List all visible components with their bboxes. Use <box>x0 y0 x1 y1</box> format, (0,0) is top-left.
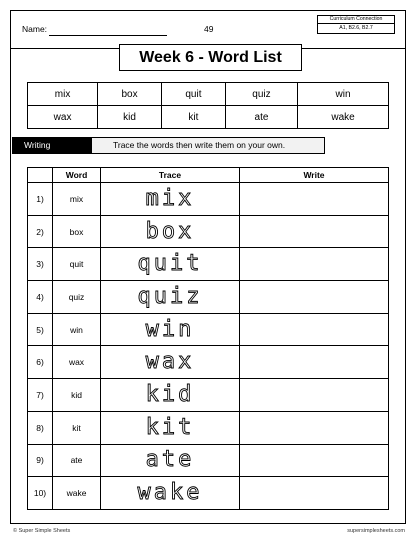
word-bank <box>27 82 389 129</box>
traceable-word: box <box>145 218 195 244</box>
write-cell[interactable] <box>240 183 389 216</box>
row-word: quiz <box>53 281 101 314</box>
row-word: ate <box>53 444 101 477</box>
curriculum-codes: A1, B2.6, B2.7 <box>339 25 373 31</box>
table-row <box>28 477 389 510</box>
trace-cell <box>101 313 240 346</box>
write-cell[interactable] <box>240 346 389 379</box>
table-row <box>28 215 389 248</box>
write-cell[interactable] <box>240 477 389 510</box>
row-number: 6) <box>28 346 53 379</box>
traceable-word: wake <box>137 480 203 506</box>
write-cell[interactable] <box>240 379 389 412</box>
word-bank-cell: win <box>298 83 389 106</box>
word-bank-cell: wax <box>28 106 98 129</box>
name-field[interactable] <box>49 35 167 36</box>
row-number: 4) <box>28 281 53 314</box>
trace-cell <box>101 477 240 510</box>
header-word: Word <box>53 168 101 183</box>
row-word: wax <box>53 346 101 379</box>
row-word: wake <box>53 477 101 510</box>
trace-cell <box>101 411 240 444</box>
row-word: kit <box>53 411 101 444</box>
row-number: 8) <box>28 411 53 444</box>
row-word: win <box>53 313 101 346</box>
traceable-word: quit <box>137 251 203 277</box>
trace-cell <box>101 379 240 412</box>
name-label: Name: <box>22 24 48 34</box>
header <box>11 11 405 48</box>
table-row <box>28 183 389 216</box>
write-cell[interactable] <box>240 281 389 314</box>
traceable-word: quiz <box>137 283 203 309</box>
page-title: Week 6 - Word List <box>119 44 302 71</box>
footer-website: supersimplesheets.com <box>347 528 405 534</box>
word-bank-cell: mix <box>28 83 98 106</box>
row-word: kid <box>53 379 101 412</box>
word-bank-cell: quiz <box>225 83 297 106</box>
traceable-word: wax <box>145 349 195 375</box>
table-row <box>28 313 389 346</box>
instruction-text: Trace the words then write them on your own. <box>113 140 286 150</box>
page-number: 49 <box>204 24 214 34</box>
table-header-row <box>28 168 389 183</box>
write-cell[interactable] <box>240 215 389 248</box>
write-cell[interactable] <box>240 411 389 444</box>
trace-table <box>27 167 389 510</box>
table-row <box>28 248 389 281</box>
trace-cell <box>101 248 240 281</box>
curriculum-box <box>317 15 395 34</box>
footer-copyright: © Super Simple Sheets <box>13 528 71 534</box>
word-bank-cell: kit <box>161 106 225 129</box>
table-row <box>28 411 389 444</box>
traceable-word: kit <box>145 414 195 440</box>
word-bank-cell: kid <box>98 106 162 129</box>
header-number <box>28 168 53 183</box>
word-bank-row <box>28 83 389 106</box>
traceable-word: ate <box>145 447 195 473</box>
table-row <box>28 346 389 379</box>
word-bank-cell: box <box>98 83 162 106</box>
row-number: 5) <box>28 313 53 346</box>
row-word: mix <box>53 183 101 216</box>
traceable-word: kid <box>145 381 195 407</box>
word-bank-row <box>28 106 389 129</box>
trace-cell <box>101 444 240 477</box>
table-row <box>28 444 389 477</box>
word-bank-cell: wake <box>298 106 389 129</box>
section-tag: Writing <box>13 138 92 153</box>
row-number: 9) <box>28 444 53 477</box>
curriculum-title: Curriculum Connection <box>318 16 394 24</box>
write-cell[interactable] <box>240 444 389 477</box>
table-row <box>28 281 389 314</box>
word-bank-cell: quit <box>161 83 225 106</box>
row-number: 7) <box>28 379 53 412</box>
row-number: 3) <box>28 248 53 281</box>
row-number: 1) <box>28 183 53 216</box>
write-cell[interactable] <box>240 313 389 346</box>
word-bank-cell: ate <box>225 106 297 129</box>
row-number: 2) <box>28 215 53 248</box>
table-row <box>28 379 389 412</box>
row-number: 10) <box>28 477 53 510</box>
traceable-word: win <box>145 316 195 342</box>
row-word: quit <box>53 248 101 281</box>
worksheet-page <box>10 10 406 524</box>
traceable-word: mix <box>145 185 195 211</box>
trace-cell <box>101 281 240 314</box>
header-trace: Trace <box>101 168 240 183</box>
write-cell[interactable] <box>240 248 389 281</box>
instruction-bar <box>12 137 325 154</box>
trace-cell <box>101 215 240 248</box>
trace-cell <box>101 346 240 379</box>
trace-cell <box>101 183 240 216</box>
header-write: Write <box>240 168 389 183</box>
row-word: box <box>53 215 101 248</box>
